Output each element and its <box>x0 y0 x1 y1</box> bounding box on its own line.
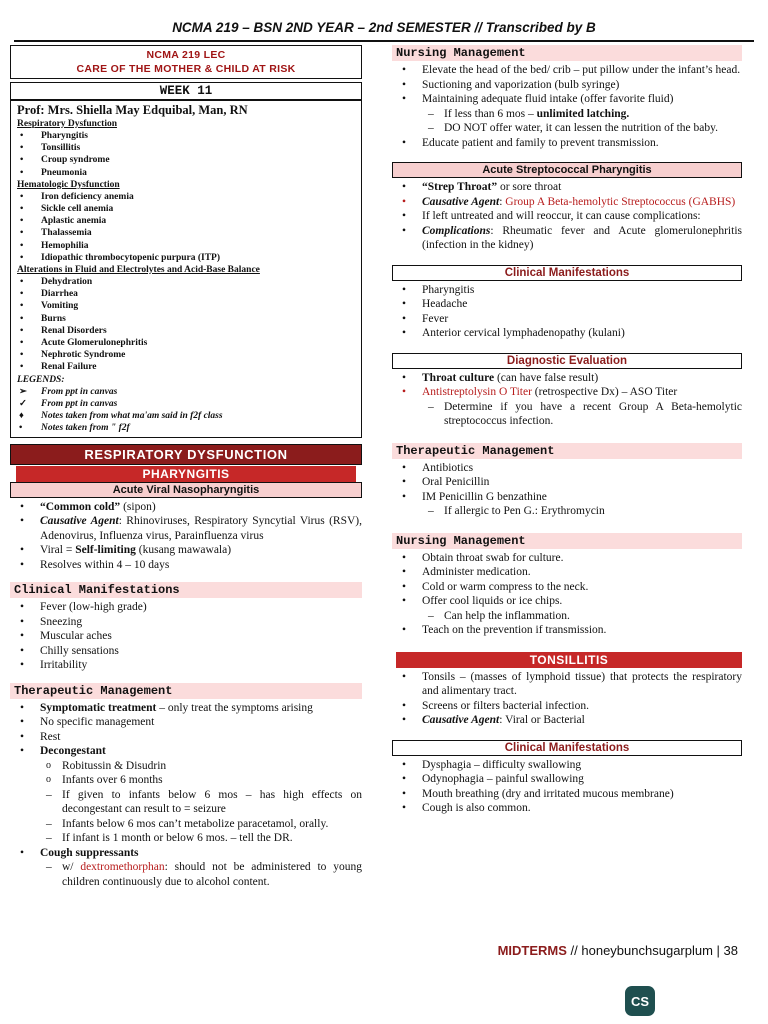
week-label: WEEK 11 <box>10 82 362 100</box>
outline-item: • Acute Glomerulonephritis <box>17 337 357 349</box>
list-item-text: Can help the inflammation. <box>444 609 570 622</box>
list-item-text: Headache <box>422 298 468 310</box>
list-item-text: Antistreptolysin O Titer <box>422 386 532 398</box>
list-item <box>392 758 742 773</box>
list-item-text: Mouth breathing (dry and irritated mucous membrane) <box>422 787 674 800</box>
list-item <box>392 699 742 714</box>
list-item-text: If infant is 1 month or below 6 mos. – tell the DR. <box>62 832 293 845</box>
list-item-text: Chilly sensations <box>40 644 119 657</box>
header-rule <box>14 40 754 42</box>
topic-bar-pharyngitis: PHARYNGITIS <box>16 466 356 482</box>
list-item <box>392 92 742 107</box>
list-item <box>392 609 742 624</box>
list-item <box>10 715 362 730</box>
list-item-text: Throat culture <box>422 371 495 384</box>
list-item-text: IM Penicillin G benzathine <box>422 490 547 503</box>
list-item-text: Cough suppressants <box>40 846 139 859</box>
outline-item: • Tonsillitis <box>17 142 357 154</box>
list-item <box>392 195 742 210</box>
footer-author: honeybunchsugarplum <box>581 943 713 958</box>
subtopic-bar-strep: Acute Streptococcal Pharyngitis <box>392 162 742 178</box>
legend-text: From ppt in canvas <box>41 386 118 397</box>
outline-item: • Pharyngitis <box>17 130 357 142</box>
legend-item <box>17 422 357 434</box>
list-item <box>392 297 742 312</box>
legend-item <box>17 398 357 410</box>
course-code: NCMA 219 LEC <box>146 49 226 61</box>
list-item-text: Determine if you have a recent Group A Beta-hemolytic streptococcus infection. <box>444 400 742 427</box>
list-item-text: or sore throat <box>497 181 562 193</box>
list-item-text: Irritability <box>40 659 88 672</box>
list-item-text: Cold or warm compress to the neck. <box>422 580 589 593</box>
list-item-text: dextromethorphan <box>80 861 165 874</box>
list-item <box>392 400 742 429</box>
list-item-text: DO NOT offer water, it can lessen the nutrition of the baby. <box>444 122 718 134</box>
list-item-text: Causative Agent <box>422 714 500 726</box>
list-item-text: Causative Agent <box>422 195 500 208</box>
legend-text: Notes taken from what ma'am said in f2f class <box>41 410 223 421</box>
list-item-text: Oral Penicillin <box>422 476 490 488</box>
list-item-text: (sipon) <box>120 500 156 513</box>
list-item <box>10 629 362 644</box>
legend-item <box>17 386 357 398</box>
outline-item: • Nephrotic Syndrome <box>17 349 357 361</box>
legend-item <box>17 410 357 422</box>
list-item <box>392 594 742 609</box>
list-item <box>10 658 362 673</box>
list-item <box>10 817 362 832</box>
list-item-text: Infants over 6 months <box>62 774 163 787</box>
outline-item: • Iron deficiency anemia <box>17 191 357 203</box>
list-item-text: Tonsils – (masses of lymphoid tissue) that protects the respiratory and alimentary tract. <box>422 670 742 697</box>
outline-item: • Croup syndrome <box>17 154 357 166</box>
list-item-text: : Viral or Bacterial <box>499 714 585 726</box>
list-item <box>10 558 362 573</box>
heading-nursing-management: Nursing Management <box>392 45 742 61</box>
list-item-text: Dysphagia – difficulty swallowing <box>422 758 582 771</box>
list-item <box>392 580 742 595</box>
page-footer <box>498 943 738 958</box>
list-item-text: Complications <box>422 224 491 237</box>
legend-symbol-icon: • <box>19 422 23 433</box>
list-item <box>392 565 742 580</box>
list-item-text: (can have false result) <box>494 371 599 384</box>
heading-tonsil-clinical: Clinical Manifestations <box>392 740 742 756</box>
list-item-text: Viral = <box>40 544 76 557</box>
list-item-text: : Rhinoviruses, Respiratory Syncytial Virus (RSV), Adenovirus, Influenza virus, Parainfluenza virus <box>40 515 362 542</box>
list-item <box>392 551 742 566</box>
list-item <box>10 759 362 774</box>
heading-clinical-manifestations: Clinical Manifestations <box>10 582 362 598</box>
list-item-text: If less than 6 mos – <box>444 107 537 120</box>
list-item-text: unlimited latching. <box>536 107 630 120</box>
list-item-text: Group A Beta-hemolytic Streptococcus (GABHS) <box>505 195 736 208</box>
outline-item: • Aplastic anemia <box>17 215 357 227</box>
list-item-text: Screens or filters bacterial infection. <box>422 699 589 712</box>
footer-midterms: MIDTERMS <box>497 943 567 958</box>
page-header: NCMA 219 – BSN 2ND YEAR – 2nd SEMESTER // Transcribed by B <box>172 20 596 35</box>
legend-symbol-icon: ✓ <box>19 398 27 409</box>
list-item-text: – only treat the symptoms arising <box>156 701 313 714</box>
therapeutic-list <box>10 701 362 890</box>
list-item <box>392 475 742 490</box>
list-item-text: No specific management <box>40 716 155 729</box>
list-item <box>392 490 742 505</box>
list-item-text: Anterior cervical lymphadenopathy (kulani) <box>422 327 625 339</box>
list-item-text: Rest <box>40 730 61 743</box>
list-item <box>10 831 362 846</box>
list-item <box>392 385 742 400</box>
list-item-text: : <box>499 195 506 208</box>
outline-items <box>17 130 357 179</box>
heading-strep-nursing: Nursing Management <box>392 533 742 549</box>
list-item-text: Teach on the prevention if transmission. <box>422 624 607 636</box>
outline-category: Alterations in Fluid and Electrolytes and Acid-Base Balance <box>17 265 260 276</box>
heading-diagnostic-evaluation: Diagnostic Evaluation <box>392 353 742 369</box>
list-item-text: : should not be administered to young children continuously due to alcohol content. <box>62 861 362 888</box>
section-bar-respiratory: RESPIRATORY DYSFUNCTION <box>10 444 362 465</box>
course-title-box <box>10 45 362 79</box>
outline-item: • Vomiting <box>17 300 357 312</box>
tonsil-clinical-list <box>392 758 742 816</box>
list-item <box>392 623 742 638</box>
list-item <box>10 701 362 716</box>
list-item-text: (retrospective Dx) – ASO Titer <box>531 386 678 398</box>
list-item-text: Administer medication. <box>422 566 531 578</box>
list-item-text: Cough is also common. <box>422 802 531 814</box>
footer-page: | 38 <box>712 943 738 958</box>
outline-item: • Renal Disorders <box>17 325 357 337</box>
list-item <box>392 283 742 298</box>
outline-item: • Idiopathic thrombocytopenic purpura (ITP) <box>17 252 357 264</box>
strep-nursing-list <box>392 551 742 638</box>
legend-list <box>17 386 357 434</box>
list-item-text: If given to infants below 6 mos – has high effects on decongestant can result to = seizure <box>62 788 362 816</box>
list-item <box>392 504 742 519</box>
heading-strep-therapeutic: Therapeutic Management <box>392 443 742 459</box>
list-item <box>392 670 742 699</box>
list-item <box>10 514 362 543</box>
list-item <box>392 326 742 341</box>
list-item-text: Infants below 6 mos can’t metabolize paracetamol, orally. <box>62 817 329 830</box>
list-item <box>10 788 362 817</box>
outline-list <box>17 118 357 374</box>
outline-item: • Hemophilia <box>17 240 357 252</box>
outline-item: • Sickle cell anemia <box>17 203 357 215</box>
list-item-text: Educate patient and family to prevent transmission. <box>422 136 659 149</box>
list-item-text: Pharyngitis <box>422 283 475 296</box>
list-item <box>392 63 742 78</box>
list-item-text: : Rheumatic fever and Acute glomerulonephritis (infection in the kidney) <box>422 224 742 251</box>
list-item <box>392 107 742 122</box>
right-column <box>392 45 742 816</box>
outline-items <box>17 276 357 374</box>
list-item-text: Resolves within 4 – 10 days <box>40 558 170 571</box>
list-item-text: Causative Agent <box>40 515 119 528</box>
list-item <box>10 860 362 889</box>
list-item-text: If allergic to Pen G.: Erythromycin <box>444 505 605 517</box>
list-item-text: Antibiotics <box>422 461 474 474</box>
list-item-text: Suctioning and vaporization (bulb syringe) <box>422 78 620 91</box>
list-item <box>10 744 362 759</box>
subtopic-bar-viral: Acute Viral Nasopharyngitis <box>10 482 362 498</box>
outline-items <box>17 191 357 264</box>
list-item <box>392 312 742 327</box>
heading-strep-clinical: Clinical Manifestations <box>392 265 742 281</box>
list-item-text: w/ <box>62 861 81 874</box>
list-item <box>392 180 742 195</box>
list-item-text: If left untreated and will reoccur, it can cause complications: <box>422 210 701 222</box>
list-item <box>392 371 742 386</box>
professor-name: Prof: Mrs. Shiella May Edquibal, Man, RN <box>17 103 248 117</box>
course-name: CARE OF THE MOTHER & CHILD AT RISK <box>76 63 296 75</box>
list-item-text: Fever <box>422 312 449 325</box>
clinical-list <box>10 600 362 673</box>
list-item <box>392 461 742 476</box>
list-item <box>392 801 742 816</box>
legend-text: From ppt in canvas <box>41 398 118 409</box>
outline-item: • Burns <box>17 313 357 325</box>
legend-text: Notes taken from " f2f <box>41 422 130 433</box>
outline-item: • Diarrhea <box>17 288 357 300</box>
outline-item: • Renal Failure <box>17 361 357 373</box>
diagnostic-list <box>392 371 742 429</box>
list-item <box>392 209 742 224</box>
list-item <box>10 773 362 788</box>
list-item-text: (kusang mawawala) <box>135 544 232 557</box>
list-item <box>10 600 362 615</box>
outline-category: Respiratory Dysfunction <box>17 119 118 129</box>
strep-list <box>392 180 742 253</box>
outline-box <box>10 100 362 438</box>
tonsillitis-list <box>392 670 742 728</box>
list-item <box>392 136 742 151</box>
list-item-text: Symptomatic treatment <box>40 701 157 714</box>
list-item-text: Fever (low-high grade) <box>40 601 147 614</box>
list-item-text: Odynophagia – painful swallowing <box>422 773 584 785</box>
list-item <box>392 78 742 93</box>
list-item-text: Elevate the head of the bed/ crib – put pillow under the infant’s head. <box>422 64 741 76</box>
outline-item: • Thalassemia <box>17 227 357 239</box>
list-item-text: Self-limiting <box>75 544 136 557</box>
list-item-text: Maintaining adequate fluid intake (offer favorite fluid) <box>422 93 674 105</box>
list-item <box>392 713 742 728</box>
nursing-list <box>392 63 742 150</box>
list-item-text: Offer cool liquids or ice chips. <box>422 595 563 607</box>
list-item-text: “Common cold” <box>40 500 121 513</box>
list-item <box>392 121 742 136</box>
list-item <box>10 500 362 515</box>
outline-item: • Pneumonia <box>17 167 357 179</box>
outline-item: • Dehydration <box>17 276 357 288</box>
list-item <box>10 644 362 659</box>
outline-category: Hematologic Dysfunction <box>17 179 120 190</box>
list-item <box>10 846 362 861</box>
list-item <box>10 615 362 630</box>
legend-symbol-icon: ➢ <box>19 386 27 397</box>
camscanner-logo-icon: CS <box>625 986 655 1016</box>
list-item <box>10 543 362 558</box>
strep-therapeutic-list <box>392 461 742 519</box>
list-item-text: Decongestant <box>40 745 106 758</box>
heading-therapeutic-management: Therapeutic Management <box>10 683 362 699</box>
list-item <box>392 224 742 253</box>
footer-separator: // <box>566 943 582 958</box>
left-column <box>10 45 362 889</box>
list-item-text: Sneezing <box>40 615 83 628</box>
list-item-text: Obtain throat swab for culture. <box>422 551 564 564</box>
list-item <box>10 730 362 745</box>
legend-symbol-icon: ♦ <box>19 410 24 421</box>
strep-clinical-list <box>392 283 742 341</box>
list-item <box>392 772 742 787</box>
list-item-text: Robitussin & Disudrin <box>62 759 167 772</box>
legends-title: LEGENDS: <box>17 374 65 385</box>
intro-list <box>10 500 362 573</box>
list-item-text: “Strep Throat” <box>422 181 498 193</box>
list-item-text: Muscular aches <box>40 630 112 643</box>
topic-bar-tonsillitis: TONSILLITIS <box>396 652 742 668</box>
list-item <box>392 787 742 802</box>
